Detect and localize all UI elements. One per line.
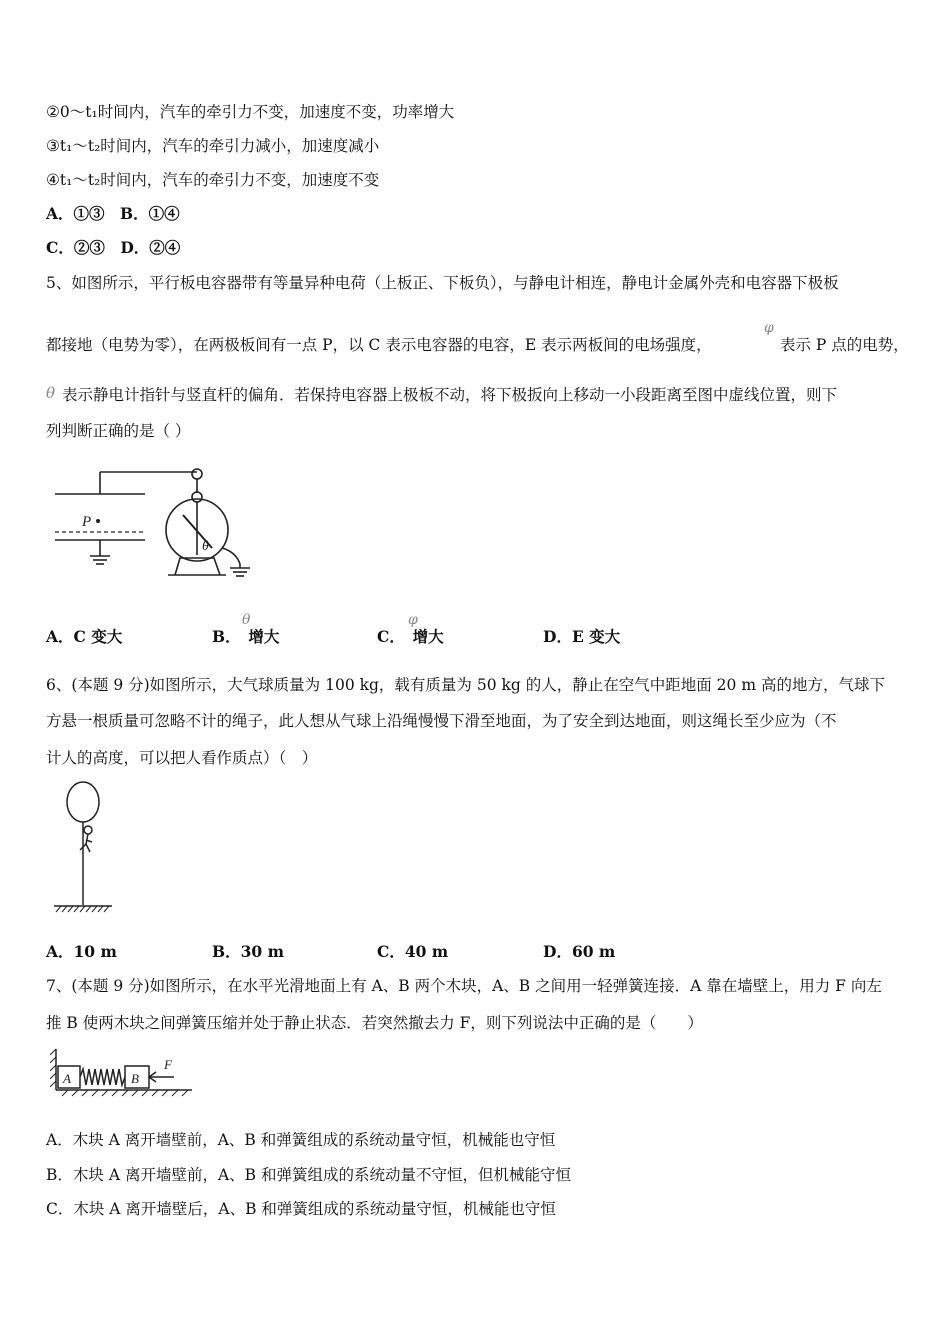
q4-options-cd: C．②③ D．②④	[46, 238, 181, 257]
q6-option-b: B．30 m	[212, 942, 284, 961]
q4-statement-2: ②0～t₁时间内，汽车的牵引力不变，加速度不变，功率增大	[46, 103, 455, 121]
q7-text-line-2: 推 B 使两木块之间弹簧压缩并处于静止状态．若突然撤去力 F，则下列说法中正确的是（ ）	[46, 1014, 703, 1032]
q7-option-c: C．木块 A 离开墙壁后，A、B 和弹簧组成的系统动量守恒，机械能也守恒	[46, 1200, 556, 1218]
person-head	[84, 826, 92, 834]
q5-option-a: A．C 变大	[46, 627, 123, 646]
q5-option-b: B． 增大	[212, 627, 280, 646]
q5-theta-symbol: θ	[46, 384, 56, 402]
q5-text-line-2a: 都接地（电势为零），在两极板间有一点 P，以 C 表示电容器的电容，E 表示两板间的电场强度，	[46, 336, 712, 354]
q5-option-c-symbol: φ	[408, 612, 418, 628]
q5-text-line-1: 5、如图所示，平行板电容器带有等量异种电荷（上板正、下板负），与静电计相连，静电计金属外壳和电容器下极板	[46, 274, 839, 292]
q5-text-line-4: 列判断正确的是（ ）	[46, 422, 191, 440]
spring-blocks-figure	[50, 1045, 200, 1097]
block-b-label: B	[131, 1071, 139, 1086]
q7-text-line-1: 7、(本题 9 分)如图所示，在水平光滑地面上有 A、B 两个木块，A、B 之间用一轻弹簧连接．A 靠在墙壁上，用力 F 向左	[46, 977, 882, 995]
q5-option-b-symbol: θ	[242, 612, 251, 628]
point-p-label: P	[82, 514, 92, 530]
q5-phi-symbol: φ	[764, 320, 774, 336]
q5-text-line-2b: 表示 P 点的电势，	[780, 336, 909, 354]
q6-text-line-2: 方悬一根质量可忽略不计的绳子，此人想从气球上沿绳慢慢下滑至地面，为了安全到达地面，则这绳长至少应为（不	[46, 712, 837, 730]
q4-statement-4: ④t₁～t₂时间内，汽车的牵引力不变，加速度不变	[46, 171, 380, 189]
q5-option-d: D．E 变大	[543, 627, 621, 646]
q6-option-c: C．40 m	[377, 942, 449, 961]
q6-text-line-1: 6、(本题 9 分)如图所示，大气球质量为 100 kg，载有质量为 50 kg 的人，静止在空气中距地面 20 m 高的地方，气球下	[46, 676, 885, 694]
q4-statement-3: ③t₁～t₂时间内，汽车的牵引力减小，加速度减小	[46, 137, 380, 155]
q5-option-c: C． 增大	[377, 627, 444, 646]
q7-option-a: A．木块 A 离开墙壁前，A、B 和弹簧组成的系统动量守恒，机械能也守恒	[46, 1131, 556, 1149]
q6-text-line-3: 计人的高度，可以把人看作质点）（ ）	[46, 749, 318, 767]
q5-text-line-3: 表示静电计指针与竖直杆的偏角．若保持电容器上极板不动，将下极扳向上移动一小段距离至图中虚线位置，则下	[62, 386, 838, 404]
q6-option-a: A．10 m	[46, 942, 117, 961]
balloon-figure	[50, 780, 120, 915]
force-label: F	[164, 1057, 172, 1072]
spring	[80, 1069, 125, 1085]
q6-option-d: D．60 m	[543, 942, 616, 961]
theta-label: θ	[202, 539, 209, 554]
q7-option-b: B．木块 A 离开墙壁前，A、B 和弹簧组成的系统动量不守恒，但机械能守恒	[46, 1166, 571, 1184]
block-a-label: A	[63, 1071, 71, 1086]
balloon	[67, 782, 99, 822]
q4-options-ab: A．①③ B．①④	[46, 204, 180, 223]
capacitor-electrometer-figure	[50, 460, 260, 585]
